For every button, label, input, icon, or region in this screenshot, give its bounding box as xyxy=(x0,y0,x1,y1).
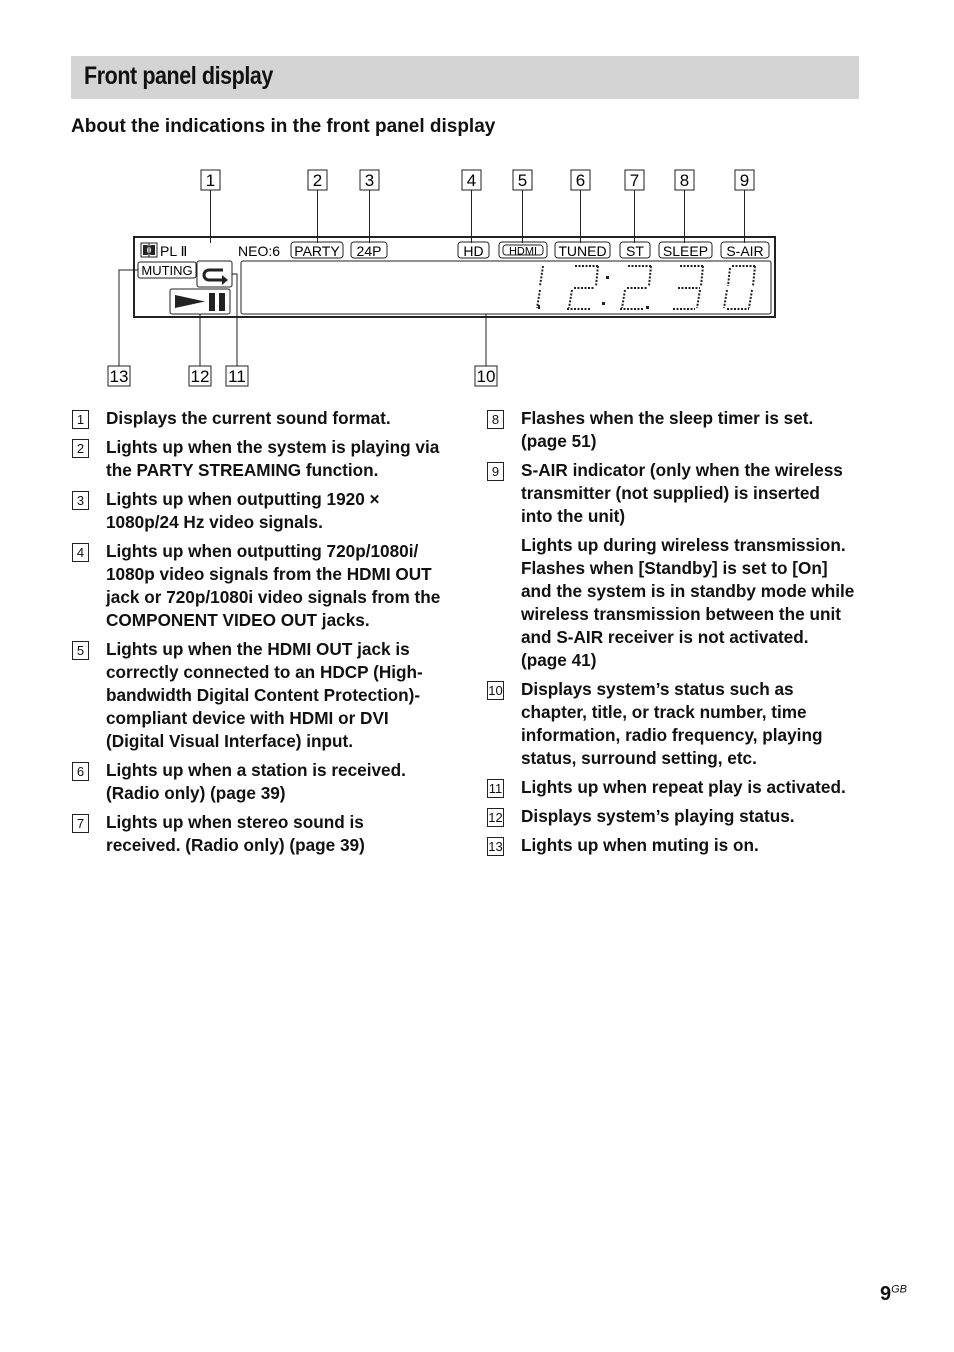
svg-text:TUNED: TUNED xyxy=(558,243,607,259)
bottom-callouts xyxy=(108,270,497,386)
list-item xyxy=(486,459,856,672)
party-indicator xyxy=(291,242,343,259)
item-number: 2 xyxy=(72,439,89,458)
item-number: 5 xyxy=(72,641,89,660)
item-text: Displays system’s status such as chapter, title, or track number, time information, radio frequency, playing status, surround setting, etc. xyxy=(521,679,823,768)
item-text: Flashes when the sleep timer is set. (page 51) xyxy=(521,408,814,451)
item-text: Displays system’s playing status. xyxy=(521,806,795,826)
24p-indicator xyxy=(351,242,387,259)
svg-text:S-AIR: S-AIR xyxy=(726,243,764,259)
digit-3 xyxy=(620,266,651,309)
svg-text:9: 9 xyxy=(739,171,750,190)
svg-text:2: 2 xyxy=(312,171,323,190)
svg-text:HDMI: HDMI xyxy=(508,245,538,258)
tuned-indicator xyxy=(555,242,610,259)
list-item xyxy=(486,776,856,799)
svg-text:10: 10 xyxy=(476,367,496,386)
digit-5 xyxy=(724,266,755,309)
top-callouts xyxy=(201,170,754,243)
page-number xyxy=(880,1283,907,1306)
segment-digits xyxy=(537,266,755,309)
item-number: 1 xyxy=(72,410,89,429)
digit-1 xyxy=(537,266,543,309)
list-item xyxy=(71,407,441,430)
svg-text:HD: HD xyxy=(463,243,484,259)
play-pause-icon xyxy=(170,289,230,314)
svg-text:SLEEP: SLEEP xyxy=(662,243,709,259)
item-number: 4 xyxy=(72,543,89,562)
page-number-value: 9 xyxy=(880,1283,892,1305)
callout-6 xyxy=(571,170,590,243)
svg-text:7: 7 xyxy=(629,171,640,190)
pl-indicator: PL Ⅱ xyxy=(160,243,188,259)
item-text: Lights up when outputting 720p/1080i/ 1080p video signals from the HDMI OUT jack or 720p/1080i video signals from the COMPONENT VIDEO OUT jacks. xyxy=(106,541,441,630)
callout-12 xyxy=(189,314,211,386)
subheading: About the indications in the front panel display xyxy=(71,116,496,137)
list-item xyxy=(486,407,856,453)
item-text: Lights up during wireless transmission. Flashes when [Standby] is set to [On] and the system is in standby mode while wireless transmission between the unit and S-AIR receiver is not activated. (page 41) xyxy=(521,535,855,670)
svg-text:5: 5 xyxy=(517,171,528,190)
front-panel-diagram xyxy=(0,0,954,400)
list-item xyxy=(71,436,441,482)
list-item xyxy=(71,759,441,805)
item-number: 7 xyxy=(72,814,89,833)
svg-text:6: 6 xyxy=(575,171,586,190)
callout-7 xyxy=(625,170,644,243)
item-number: 6 xyxy=(72,762,89,781)
svg-text:PARTY: PARTY xyxy=(294,243,340,259)
st-indicator xyxy=(620,242,650,259)
item-text: Displays the current sound format. xyxy=(106,408,391,428)
page-number-suffix: GB xyxy=(891,1283,908,1296)
list-item xyxy=(486,805,856,828)
item-number: 9 xyxy=(487,462,504,481)
digit-4 xyxy=(673,266,703,309)
digit-2 xyxy=(567,266,598,309)
list-item xyxy=(71,488,441,534)
svg-text:3: 3 xyxy=(364,171,375,190)
sleep-indicator xyxy=(659,242,712,259)
callout-1 xyxy=(201,170,220,243)
callout-9 xyxy=(735,170,754,243)
item-number: 3 xyxy=(72,491,89,510)
callout-3 xyxy=(360,170,379,243)
svg-text:24P: 24P xyxy=(356,243,382,259)
item-text: Lights up when repeat play is activated. xyxy=(521,777,846,797)
callout-11 xyxy=(226,274,248,386)
neo-indicator: NEO:6 xyxy=(238,243,281,259)
item-text: S-AIR indicator (only when the wireless transmitter (not supplied) is inserted into the unit) xyxy=(521,460,843,526)
callout-5 xyxy=(513,170,532,243)
item-text: Lights up when a station is received. (Radio only) (page 39) xyxy=(106,760,406,803)
item-number: 8 xyxy=(487,410,504,429)
muting-indicator xyxy=(138,262,196,278)
descriptions-left-column xyxy=(71,407,441,863)
list-item xyxy=(71,811,441,857)
indicator-row xyxy=(141,242,769,259)
svg-text:12: 12 xyxy=(190,367,210,386)
repeat-icon xyxy=(197,261,232,287)
dolby-indicator xyxy=(141,243,157,257)
hdmi-indicator xyxy=(499,242,547,258)
svg-text:4: 4 xyxy=(466,171,477,190)
hd-indicator xyxy=(458,242,489,259)
descriptions-right-column xyxy=(486,407,856,863)
svg-text:11: 11 xyxy=(228,367,246,386)
page-title: Front panel display xyxy=(84,62,273,90)
item-number: 11 xyxy=(488,781,503,796)
svg-text:ST: ST xyxy=(626,243,644,259)
svg-text:1: 1 xyxy=(205,171,216,190)
item-number: 12 xyxy=(488,810,503,825)
item-text: Lights up when stereo sound is received. (Radio only) (page 39) xyxy=(106,812,365,855)
colon xyxy=(602,276,609,305)
list-item xyxy=(71,540,441,632)
item-number: 13 xyxy=(488,839,503,854)
item-text: Lights up when muting is on. xyxy=(521,835,759,855)
list-item xyxy=(71,638,441,753)
sair-indicator xyxy=(721,242,769,259)
item-text: Lights up when the HDMI OUT jack is correctly connected to an HDCP (High-bandwidth Digital Content Protection)-compliant device with HDMI or DVI (Digital Visual Interface) input. xyxy=(106,639,423,751)
callout-10 xyxy=(475,314,497,386)
segment-display-area xyxy=(241,261,771,314)
callout-8 xyxy=(675,170,694,243)
svg-text:MUTING: MUTING xyxy=(141,263,193,278)
callout-2 xyxy=(308,170,327,243)
callout-4 xyxy=(462,170,481,243)
list-item xyxy=(486,834,856,857)
svg-text:8: 8 xyxy=(679,171,690,190)
item-text: Lights up when outputting 1920 × 1080p/24 Hz video signals. xyxy=(106,489,380,532)
list-item xyxy=(486,678,856,770)
item-number: 10 xyxy=(488,683,503,698)
item-text: Lights up when the system is playing via the PARTY STREAMING function. xyxy=(106,437,440,480)
svg-text:13: 13 xyxy=(109,367,129,386)
